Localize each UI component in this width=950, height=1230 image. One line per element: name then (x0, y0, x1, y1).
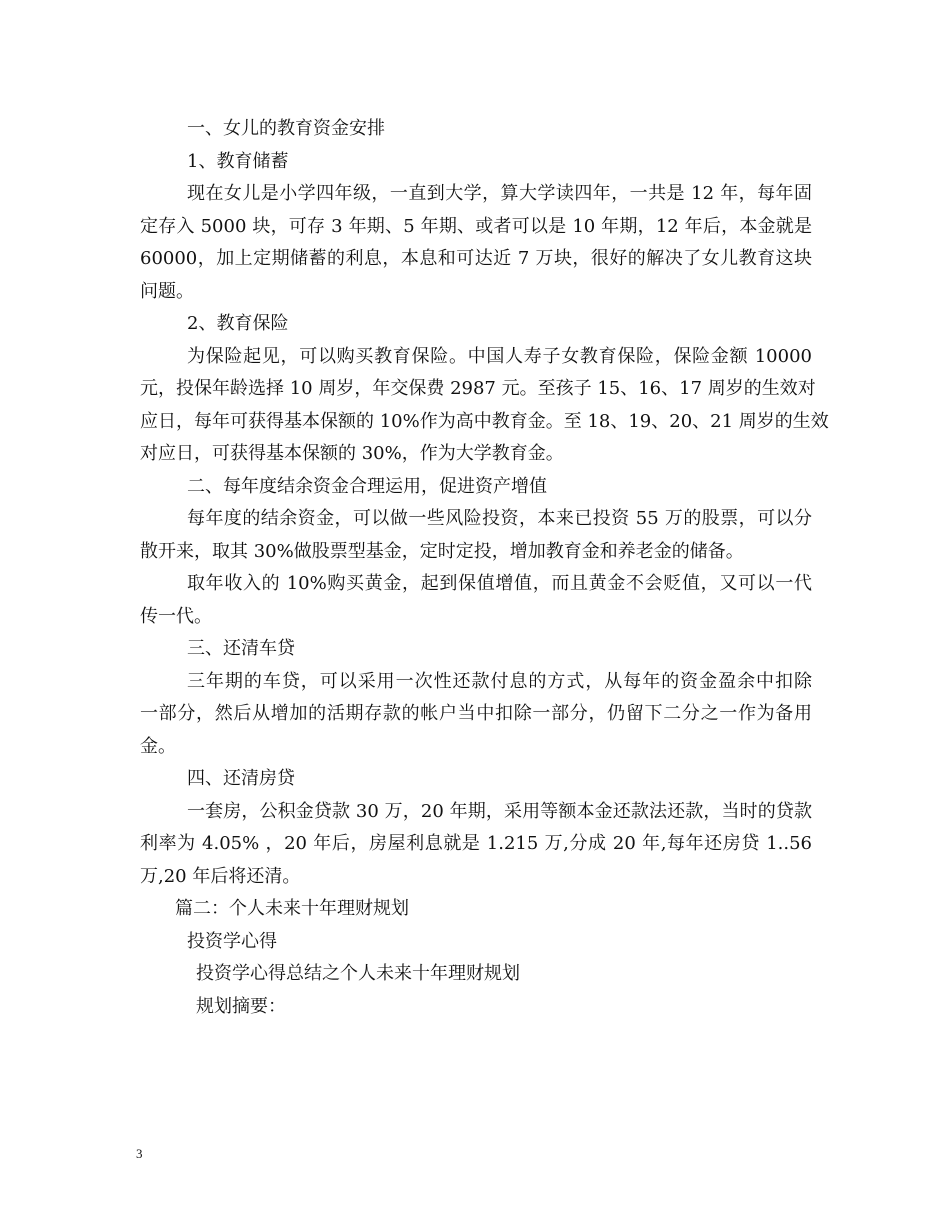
text-line: 2、教育保险 (187, 313, 289, 334)
text-line: 二、每年度结余资金合理运用，促进资产增值 (187, 475, 547, 497)
text-line: 金。 (140, 735, 176, 757)
text-line: 三、还清车贷 (187, 638, 295, 659)
text-line: 万,20 年后将还清。 (140, 865, 301, 887)
text-line: 取年收入的 10%购买黄金，起到保值增值，而且黄金不会贬值，又可以一代 (187, 573, 812, 594)
text-line: 问题。 (140, 280, 194, 302)
text-line: 篇二：个人未来十年理财规划 (175, 898, 409, 919)
text-line: 一部分，然后从增加的活期存款的帐户当中扣除一部分，仍留下二分之一作为备用 (140, 703, 812, 724)
text-line: 每年度的结余资金，可以做一些风险投资，本来已投资 55 万的股票，可以分 (187, 508, 812, 529)
text-line: 传一代。 (140, 605, 212, 627)
text-line: 一、女儿的教育资金安排 (187, 118, 385, 139)
text-line: 散开来，取其 30%做股票型基金，定时定投，增加教育金和养老金的储备。 (140, 540, 744, 562)
text-line: 60000，加上定期储蓄的利息，本息和可达近 7 万块，很好的解决了女儿教育这块 (140, 248, 812, 269)
text-line: 利率为 4.05% ，20 年后，房屋利息就是 1.215 万,分成 20 年,每年还房贷 1..56 (140, 833, 812, 854)
text-line: 元，投保年龄选择 10 周岁，年交保费 2987 元。至孩子 15、16、17 周岁的生效对 (140, 378, 816, 399)
document-body (140, 113, 829, 1023)
text-line: 一套房，公积金贷款 30 万，20 年期，采用等额本金还款法还款，当时的贷款 (187, 800, 812, 822)
text-line: 三年期的车贷，可以采用一次性还款付息的方式，从每年的资金盈余中扣除 (187, 670, 812, 692)
text-line: 投资学心得总结之个人未来十年理财规划 (196, 963, 520, 984)
text-line: 1、教育储蓄 (187, 150, 289, 172)
text-line: 规划摘要： (196, 995, 286, 1017)
text-line: 投资学心得 (187, 930, 277, 952)
text-line: 四、还清房贷 (187, 768, 295, 789)
text-line: 定存入 5000 块，可存 3 年期、5 年期、或者可以是 10 年期，12 年后，本金就是 (140, 215, 812, 237)
text-line: 应日，每年可获得基本保额的 10%作为高中教育金。至 18、19、20、21 周岁的生效 (140, 410, 829, 432)
text-line: 对应日，可获得基本保额的 30%，作为大学教育金。 (140, 443, 564, 464)
page-number: 3 (136, 1146, 143, 1161)
text-line: 为保险起见，可以购买教育保险。中国人寿子女教育保险，保险金额 10000 (187, 345, 812, 367)
text-line: 现在女儿是小学四年级，一直到大学，算大学读四年，一共是 12 年，每年固 (187, 183, 812, 204)
